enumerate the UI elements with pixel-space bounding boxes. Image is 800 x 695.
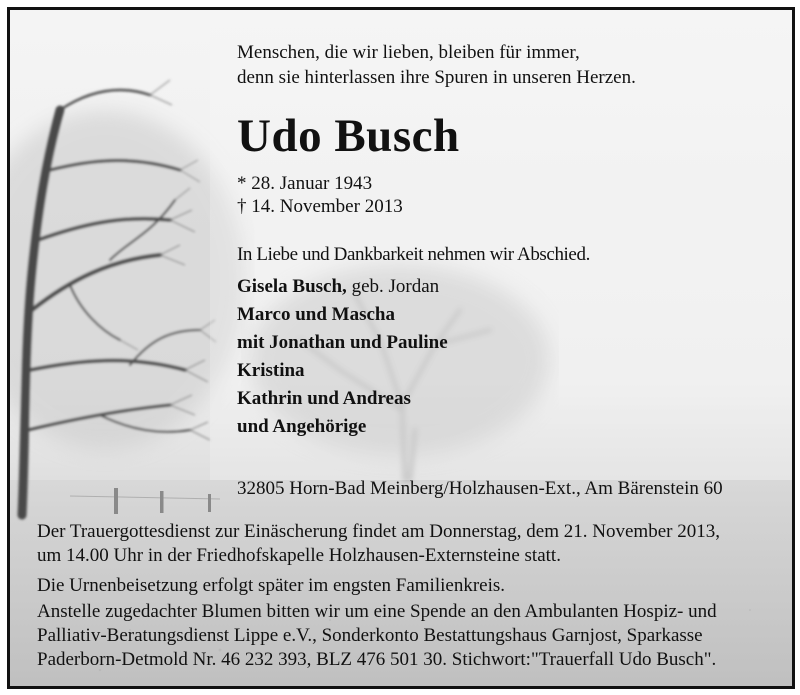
notice-text xyxy=(10,10,792,686)
urn-burial-info: Die Urnenbeisetzung erfolgt später im engsten Familienkreis. xyxy=(37,575,506,596)
mourner-line: und Angehörige xyxy=(237,416,367,437)
donation-info xyxy=(37,600,717,672)
mourner-line: mit Jonathan und Pauline xyxy=(237,332,448,353)
quote-line: denn sie hinterlassen ihre Spuren in unseren Herzen. xyxy=(237,67,636,88)
quote-line: Menschen, die wir lieben, bleiben für immer, xyxy=(237,42,580,63)
obituary-notice xyxy=(7,7,795,689)
deceased-name: Udo Busch xyxy=(237,110,460,162)
birth-date: * 28. Januar 1943 xyxy=(237,173,373,194)
farewell-line: In Liebe und Dankbarkeit nehmen wir Abschied. xyxy=(237,244,590,265)
mourner-line: Kathrin und Andreas xyxy=(237,388,411,409)
service-line: um 14.00 Uhr in der Friedhofskapelle Holzhausen-Externsteine statt. xyxy=(37,545,561,566)
donation-line: Anstelle zugedachter Blumen bitten wir um eine Spende an den Ambulanten Hospiz- und xyxy=(37,601,717,622)
funeral-service-info xyxy=(37,520,720,568)
mourners-list xyxy=(237,273,448,441)
memorial-quote xyxy=(237,40,636,90)
mourner-line: Kristina xyxy=(237,360,305,381)
donation-line: Palliativ-Beratungsdienst Lippe e.V., Sonderkonto Bestattungshaus Garnjost, Sparkasse xyxy=(37,625,703,646)
mourner-name: Gisela Busch, xyxy=(237,276,347,297)
service-line: Der Trauergottesdienst zur Einäscherung findet am Donnerstag, dem 21. November 2013, xyxy=(37,521,720,542)
mourner-line xyxy=(237,273,448,301)
life-dates xyxy=(237,172,403,218)
family-address: 32805 Horn-Bad Meinberg/Holzhausen-Ext., Am Bärenstein 60 xyxy=(237,478,723,499)
donation-line: Paderborn-Detmold Nr. 46 232 393, BLZ 476 501 30. Stichwort:"Trauerfall Udo Busch". xyxy=(37,649,717,670)
mourner-maiden-name: geb. Jordan xyxy=(346,276,440,297)
death-date: † 14. November 2013 xyxy=(237,196,403,217)
mourner-line: Marco und Mascha xyxy=(237,304,395,325)
